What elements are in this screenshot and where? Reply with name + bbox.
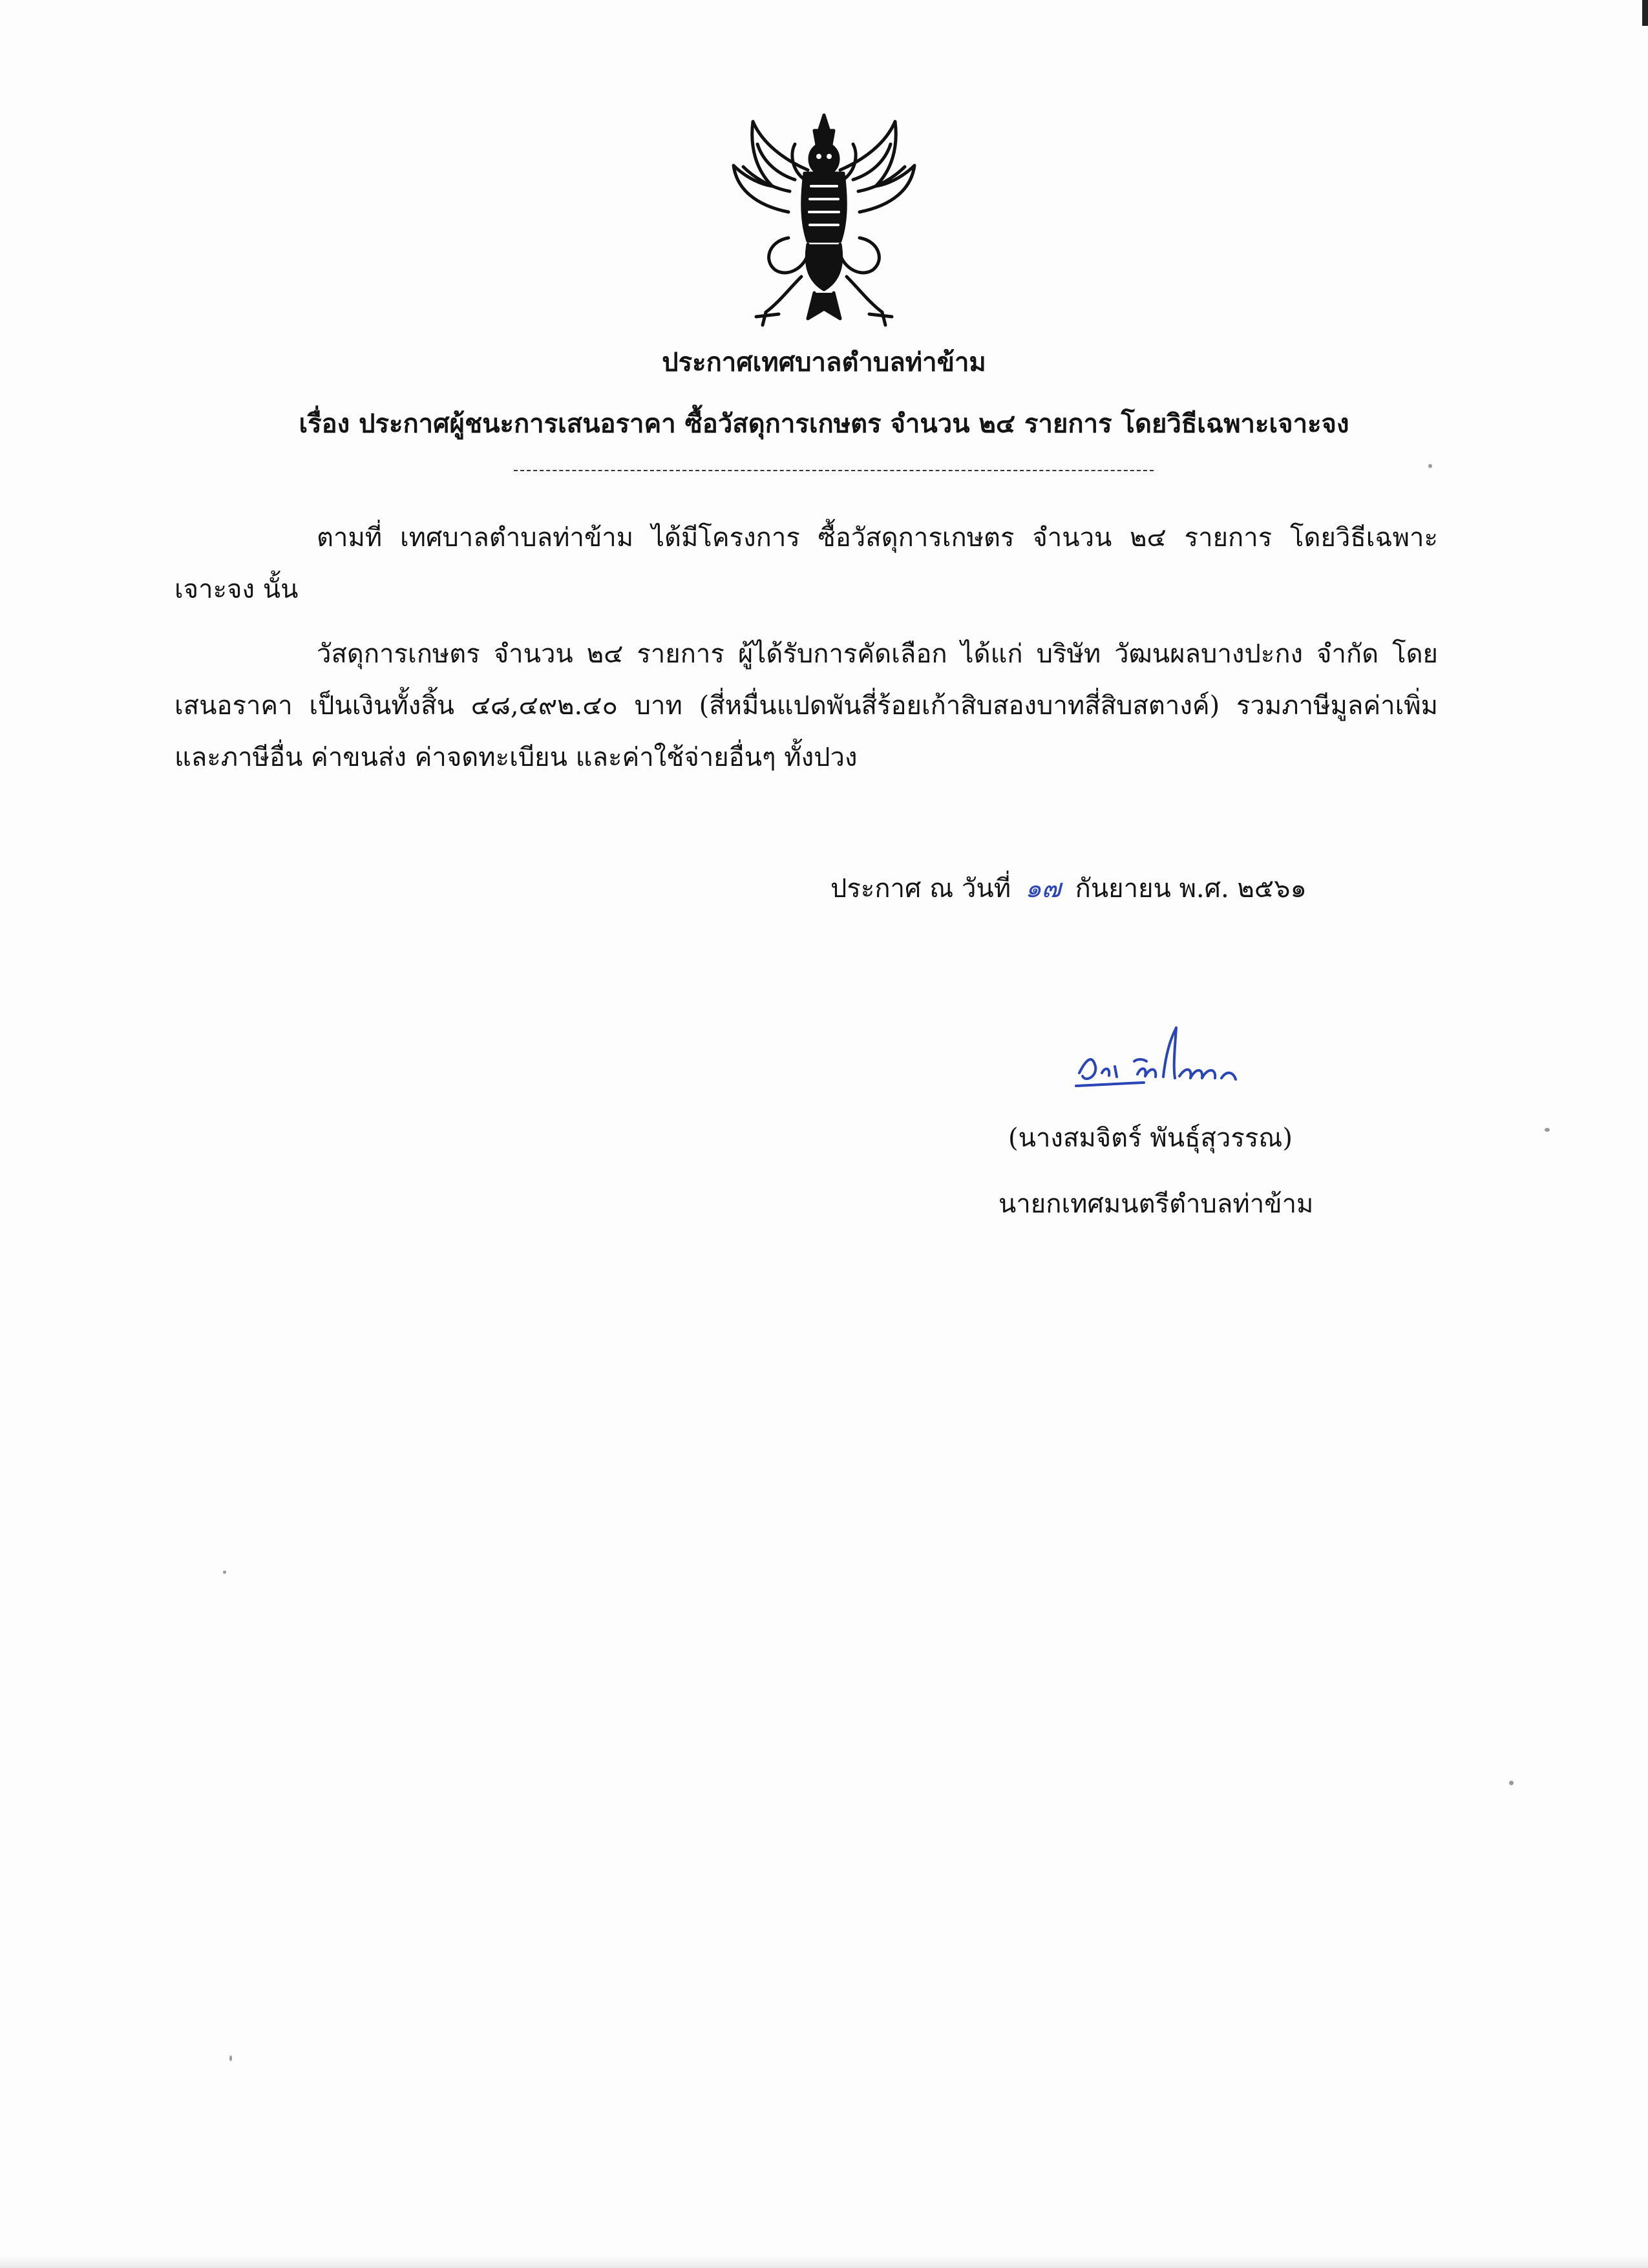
subject-line: เรื่อง ประกาศผู้ชนะการเสนอราคา ซื้อวัสดุการเกษตร จำนวน ๒๔ รายการ โดยวิธีเฉพาะเจาะจง bbox=[299, 408, 1349, 439]
date-month-year: กันยายน พ.ศ. ๒๕๖๑ bbox=[1075, 874, 1307, 904]
scan-edge bbox=[1642, 0, 1648, 26]
garuda-emblem-icon bbox=[717, 109, 931, 332]
scan-speck bbox=[1509, 1781, 1514, 1785]
signer-name: (นางสมจิตร์ พันธุ์สุวรรณ) bbox=[1008, 1123, 1293, 1153]
scan-speck bbox=[229, 2055, 232, 2061]
paragraph-project: ตามที่ เทศบาลตำบลท่าข้าม ได้มีโครงการ ซื้อวัสดุการเกษตร จำนวน ๒๔ รายการ โดยวิธีเฉพาะเจาะจง นั้น bbox=[174, 523, 1438, 604]
scan-speck bbox=[1545, 1128, 1550, 1132]
divider-line bbox=[514, 470, 1154, 471]
agency-title: ประกาศเทศบาลตำบลท่าข้าม bbox=[662, 347, 986, 377]
paragraph-winner: วัสดุการเกษตร จำนวน ๒๔ รายการ ผู้ได้รับการคัดเลือก ได้แก่ บริษัท วัฒนผลบางปะกง จำกัด โดยเสนอราคา เป็นเงินทั้งสิ้น ๔๘,๔๙๒.๔๐ บาท (สี่หมื่นแปดพันสี่ร้อยเก้าสิบสองบาทสี่สิบสตางค์) รวมภาษีมูลค่าเพิ่มและภาษีอื่น ค่าขนส่ง ค่าจดทะเบียน และค่าใช้จ่ายอื่นๆ ทั้งปวง bbox=[174, 639, 1438, 772]
date-day-handwritten: ๑๗ bbox=[1025, 874, 1061, 904]
signer-position: นายกเทศมนตรีตำบลท่าข้าม bbox=[998, 1189, 1314, 1219]
announcement-date bbox=[830, 867, 1307, 909]
date-prefix: ประกาศ ณ วันที่ bbox=[830, 874, 1011, 904]
scan-speck bbox=[1428, 464, 1432, 468]
scan-speck bbox=[223, 1571, 226, 1574]
scan-edge bbox=[0, 2256, 1648, 2268]
handwritten-signature-icon bbox=[1066, 1021, 1267, 1099]
